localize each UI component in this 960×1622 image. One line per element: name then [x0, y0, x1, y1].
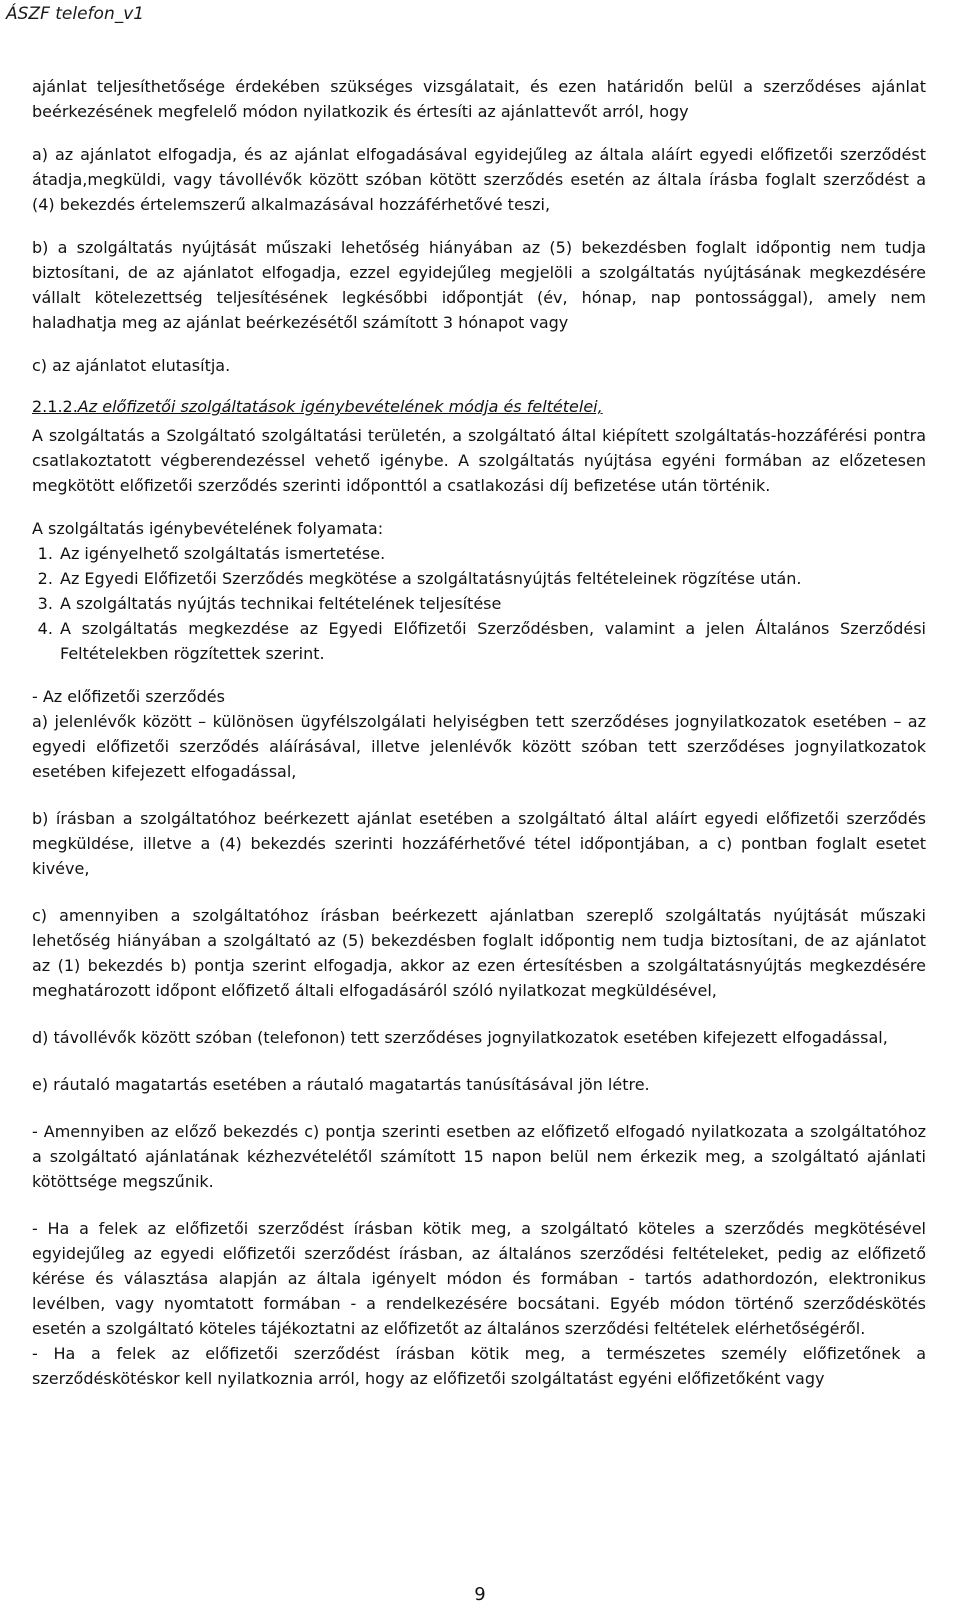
contract-c-paragraph: c) amennyiben a szolgáltatóhoz írásban beérkezett ajánlatban szereplő szolgáltatás nyújtását műszaki lehetőség hiányában a szolgáltató az (5) bekezdésben foglalt időpontig nem tudja biztosítani, de az ajánlatot az (1) bekezdés b) pontja szerint elfogadja, akkor az ezen értesítésben a szolgáltatásnyújtás megkezdésére meghatározott időpont előfizető általi elfogadásáról szóló nyilatkozat megküldésével, — [32, 906, 926, 1000]
process-step: 1. Az igényelhető szolgáltatás ismertetése. — [58, 541, 926, 566]
document-body — [32, 74, 926, 1391]
note-third-paragraph: - Ha a felek az előfizetői szerződést írásban kötik meg, a természetes személy előfizetőnek a szerződéskötéskor kell nyilatkoznia arról, hogy az előfizetői szolgáltatást egyéni előfizetőként vagy — [32, 1344, 926, 1388]
process-step: 2. Az Egyedi Előfizetői Szerződés megkötése a szolgáltatásnyújtás feltételeinek rögzítése után. — [58, 566, 926, 591]
process-steps-list — [32, 541, 926, 666]
section-heading — [32, 394, 926, 419]
intro-paragraph: ajánlat teljesíthetősége érdekében szükséges vizsgálatait, és ezen határidőn belül a szerződéses ajánlat beérkezésének megfelelő módon nyilatkozik és értesíti az ajánlattevőt arról, hogy — [32, 77, 926, 121]
process-step: 3. A szolgáltatás nyújtás technikai feltételének teljesítése — [58, 591, 926, 616]
contract-a-paragraph: a) jelenlévők között – különösen ügyfélszolgálati helyiségben tett szerződéses jognyilatkozatok esetében – az egyedi előfizetői szerződés aláírásával, illetve jelenlévők között szóban tett szerződéses jognyilatkozatok esetében kifejezett elfogadással, — [32, 712, 926, 781]
option-c-paragraph: c) az ajánlatot elutasítja. — [32, 356, 231, 375]
process-step: 4. A szolgáltatás megkezdése az Egyedi Előfizetői Szerződésben, valamint a jelen Általános Szerződési Feltételekben rögzítettek szerint. — [58, 616, 926, 666]
contract-b-paragraph: b) írásban a szolgáltatóhoz beérkezett ajánlat esetében a szolgáltató által aláírt egyedi előfizetői szerződés megküldése, illetve a (4) bekezdés szerinti hozzáférhetővé tétel időpontjában, a c) pontban foglalt esetet kivéve, — [32, 809, 926, 878]
section-number: 2.1.2. — [32, 397, 78, 416]
option-a-paragraph: a) az ajánlatot elfogadja, és az ajánlat elfogadásával egyidejűleg az általa aláírt egyedi előfizetői szerződést átadja,megküldi, vagy távollévők között szóban kötött szerződés esetén az általa írásba foglalt szerződést a (4) bekezdés értelemszerű alkalmazásával hozzáférhetővé teszi, — [32, 145, 926, 214]
process-title: A szolgáltatás igénybevételének folyamata: — [32, 519, 384, 538]
option-b-paragraph: b) a szolgáltatás nyújtását műszaki lehetőség hiányában az (5) bekezdésben foglalt időpontig nem tudja biztosítani, de az ajánlatot elfogadja, ezzel egyidejűleg megjelöli a szolgáltatás nyújtásának megkezdésére vállalt kötelezettség teljesítésének legkésőbbi időpontját (év, hónap, nap pontossággal), amely nem haladhatja meg az ajánlat beérkezésétől számított 3 hónapot vagy — [32, 238, 926, 332]
page-number: 9 — [474, 1584, 486, 1605]
section-title: Az előfizetői szolgáltatások igénybevételének módja és feltételei, — [77, 397, 603, 416]
section-body-paragraph: A szolgáltatás a Szolgáltató szolgáltatási területén, a szolgáltató által kiépített szolgáltatás-hozzáférési pontra csatlakoztatott végberendezéssel vehető igénybe. A szolgáltatás nyújtása egyéni formában az előzetesen megkötött előfizetői szerződés szerinti időponttól a csatlakozási díj befizetése után történik. — [32, 426, 926, 495]
contract-title: - Az előfizetői szerződés — [32, 687, 225, 706]
document-header: ÁSZF telefon_v1 — [6, 4, 145, 24]
contract-d-paragraph: d) távollévők között szóban (telefonon) tett szerződéses jognyilatkozatok esetében kifejezett elfogadással, — [32, 1028, 888, 1047]
note-first-paragraph: - Amennyiben az előző bekezdés c) pontja szerinti esetben az előfizető elfogadó nyilatkozata a szolgáltatóhoz a szolgáltató ajánlatának kézhezvételétől számított 15 napon belül nem érkezik meg, a szolgáltató ajánlati kötöttsége megszűnik. — [32, 1122, 926, 1191]
note-second-paragraph: - Ha a felek az előfizetői szerződést írásban kötik meg, a szolgáltató köteles a szerződés megkötésével egyidejűleg az egyedi előfizetői szerződést írásban, az általános szerződési feltételeket, pedig az előfizető kérése és választása alapján az általa igényelt módon és formában - tartós adathordozón, elektronikus levélben, vagy nyomtatott formában - a rendelkezésére bocsátani. Egyéb módon történő szerződéskötés esetén a szolgáltató köteles tájékoztatni az előfizetőt az általános szerződési feltételek elérhetőségéről. — [32, 1219, 926, 1338]
contract-e-paragraph: e) ráutaló magatartás esetében a ráutaló magatartás tanúsításával jön létre. — [32, 1075, 650, 1094]
